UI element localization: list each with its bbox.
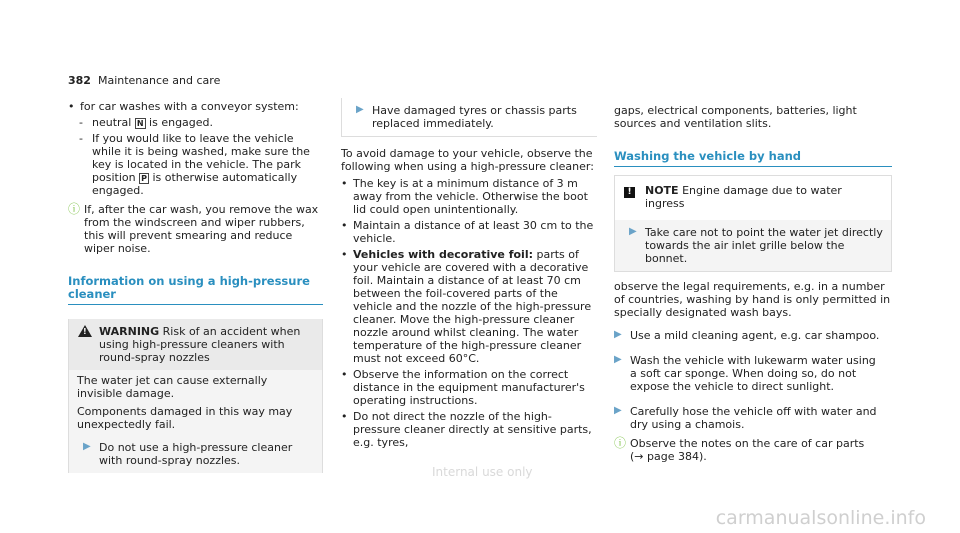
dash-neutral: - neutral N is engaged. — [68, 116, 323, 129]
bullet-manufacturer: • Observe the information on the correct distance in the equipment manufacturer's operating instructions. — [341, 368, 597, 407]
site-watermark: carmanualsonline.info — [715, 507, 926, 529]
page-number: 382 — [68, 74, 91, 87]
step-box-tyres: ▶ Have damaged tyres or chassis parts replaced immediately. — [341, 98, 597, 137]
page-ref-link[interactable]: (→ page 384). — [630, 450, 707, 463]
heading-high-pressure: Information on using a high-pressure cleaner — [68, 275, 323, 305]
warning-text-1: The water jet can cause externally invisible damage. — [77, 374, 268, 400]
neutral-key-icon: N — [136, 119, 144, 128]
arrow-icon: ▶ — [614, 329, 622, 340]
section-title: Maintenance and care — [97, 74, 221, 87]
warning-head: ! WARNING Risk of an accident when using high-pressure cleaners with round-spray nozzles — [69, 319, 322, 370]
warning-icon — [78, 325, 92, 340]
column-1 — [68, 100, 323, 473]
bullet-key-distance: • The key is at a minimum distance of 3 m away from the vehicle. Otherwise the boot lid could open unintentionally. — [341, 177, 597, 216]
note-box — [614, 175, 892, 272]
info-icon: ⓘ — [614, 436, 627, 450]
arrow-icon: ▶ — [356, 104, 364, 115]
park-key-icon: P — [141, 174, 147, 183]
warning-step: ▶ Do not use a high-pressure cleaner with round-spray nozzles. — [83, 441, 293, 467]
column-2 — [341, 98, 597, 449]
info-icon: ⓘ — [68, 202, 81, 216]
bullet-distance: • Maintain a distance of at least 30 cm to the vehicle. — [341, 219, 597, 245]
arrow-icon: ▶ — [614, 405, 622, 416]
heading-hand-wash: Washing the vehicle by hand — [614, 150, 892, 167]
note-wax: ⓘ If, after the car wash, you remove the wax from the windscreen and wiper rubbers, this will prevent smearing and reduce wiper noise. — [68, 202, 319, 255]
watermark: Internal use only — [432, 465, 533, 479]
note-step: ▶ Take care not to point the water jet directly towards the air inlet grille below the bonnet. — [615, 220, 891, 271]
arrow-icon: ▶ — [614, 354, 622, 365]
intro-text: To avoid damage to your vehicle, observe the following when using a high-pressure cleaner: — [341, 147, 594, 173]
bullet-foil: • Vehicles with decorative foil: parts of your vehicle are covered with a decorative foil. Maintain a distance of at least 70 cm between the foil-covered parts of the vehicle and the nozzle of the high-pressure cleaner. Move the high-pressure cleaner nozzle around whilst cleaning. The water temperature of the high-pressure cleaner must not exceed 60°C. — [341, 248, 597, 365]
arrow-icon: ▶ — [629, 226, 637, 237]
column-3 — [614, 104, 892, 463]
dash-leave-vehicle: - If you would like to leave the vehicle while it is being washed, make sure the key is located in the vehicle. The park position P is otherwise automatically engaged. — [68, 132, 323, 197]
note-care: ⓘ Observe the notes on the care of car parts (→ page 384). — [614, 436, 865, 463]
legal-text: observe the legal requirements, e.g. in a number of countries, washing by hand is only permitted in specially designated wash bays. — [614, 280, 891, 319]
page-header — [68, 74, 220, 87]
step-hose: ▶ Carefully hose the vehicle off with water and dry using a chamois. — [614, 405, 877, 431]
bullet-nozzle: • Do not direct the nozzle of the high-pressure cleaner directly at sensitive parts, e.g. tyres, — [341, 410, 597, 449]
step-wash: ▶ Wash the vehicle with lukewarm water using a soft car sponge. When doing so, do not expose the vehicle to direct sunlight. — [614, 354, 876, 393]
note-icon: ! — [624, 184, 635, 198]
note-head: ! NOTE Engine damage due to water ingress — [615, 176, 891, 216]
bullet-conveyor: • for car washes with a conveyor system: — [68, 100, 323, 113]
arrow-icon: ▶ — [83, 441, 91, 452]
continued-text: gaps, electrical components, batteries, light sources and ventilation slits. — [614, 104, 857, 130]
warning-box — [68, 319, 323, 473]
warning-text-2: Components damaged in this way may unexpectedly fail. — [77, 405, 293, 431]
step-cleaning-agent: ▶ Use a mild cleaning agent, e.g. car shampoo. — [614, 329, 880, 342]
